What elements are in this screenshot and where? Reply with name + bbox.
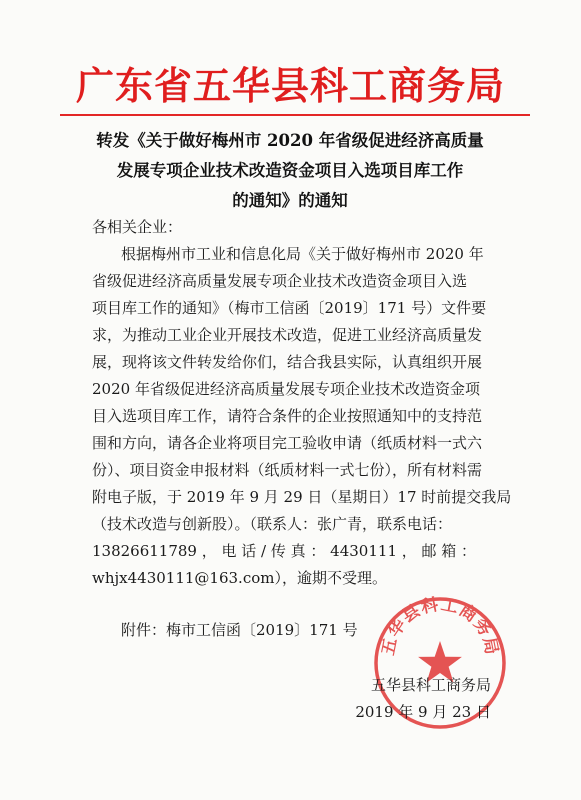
body-line: 2020 年省级促进经济高质量发展专项企业技术改造资金项 (92, 380, 480, 398)
document-title (40, 126, 540, 216)
body-line: 份）、项目资金申报材料（纸质材料一式七份），所有材料需 (92, 461, 483, 479)
body-line: （技术改造与创新股）。（联系人：张广青，联系电话： (92, 515, 453, 533)
body-line: 围和方向，请各企业将项目完工验收申请（纸质材料一式六 (92, 434, 483, 452)
agency-header-title: 广东省五华县科工商务局 (75, 64, 505, 108)
document-title-line: 发展专项企业技术改造资金项目入选项目库工作 (116, 161, 464, 180)
body-line: 附电子版，于 2019 年 9 月 29 日（星期日）17 时前提交我局 (92, 488, 512, 506)
seal-text: 五华县科工商务局 (378, 594, 502, 658)
document-title-line: 转发《关于做好梅州市 2020 年省级促进经济高质量 (96, 131, 484, 150)
signature-date: 2019 年 9 月 23 日 (355, 703, 491, 721)
body-line: whjx4430111@163.com），逾期不受理。 (92, 569, 387, 587)
body-line: 展，现将该文件转发给你们，结合我县实际，认真组织开展 (92, 353, 483, 371)
body-line: 求，为推动工业企业开展技术改造，促进工业经济高质量发 (92, 326, 483, 344)
signature-organization: 五华县科工商务局 (371, 676, 492, 694)
document-title-line: 的通知》的通知 (232, 191, 348, 210)
body-line: 13826611789 ， 电 话 / 传 真 ： 4430111 ， 邮 箱 ： (92, 542, 477, 560)
salutation: 各相关企业： (92, 218, 183, 236)
header-divider (60, 114, 530, 116)
body-line: 省级促进经济高质量发展专项企业技术改造资金项目入选 (92, 272, 468, 290)
body-line: 根据梅州市工业和信息化局《关于做好梅州市 2020 年 (121, 245, 484, 263)
body-line: 项目库工作的通知》（梅市工信函〔2019〕171 号）文件要 (92, 299, 487, 317)
attachment-line: 附件：梅市工信函〔2019〕171 号 (121, 621, 358, 639)
body-line: 目入选项目库工作，请符合条件的企业按照通知中的支持范 (92, 407, 483, 425)
